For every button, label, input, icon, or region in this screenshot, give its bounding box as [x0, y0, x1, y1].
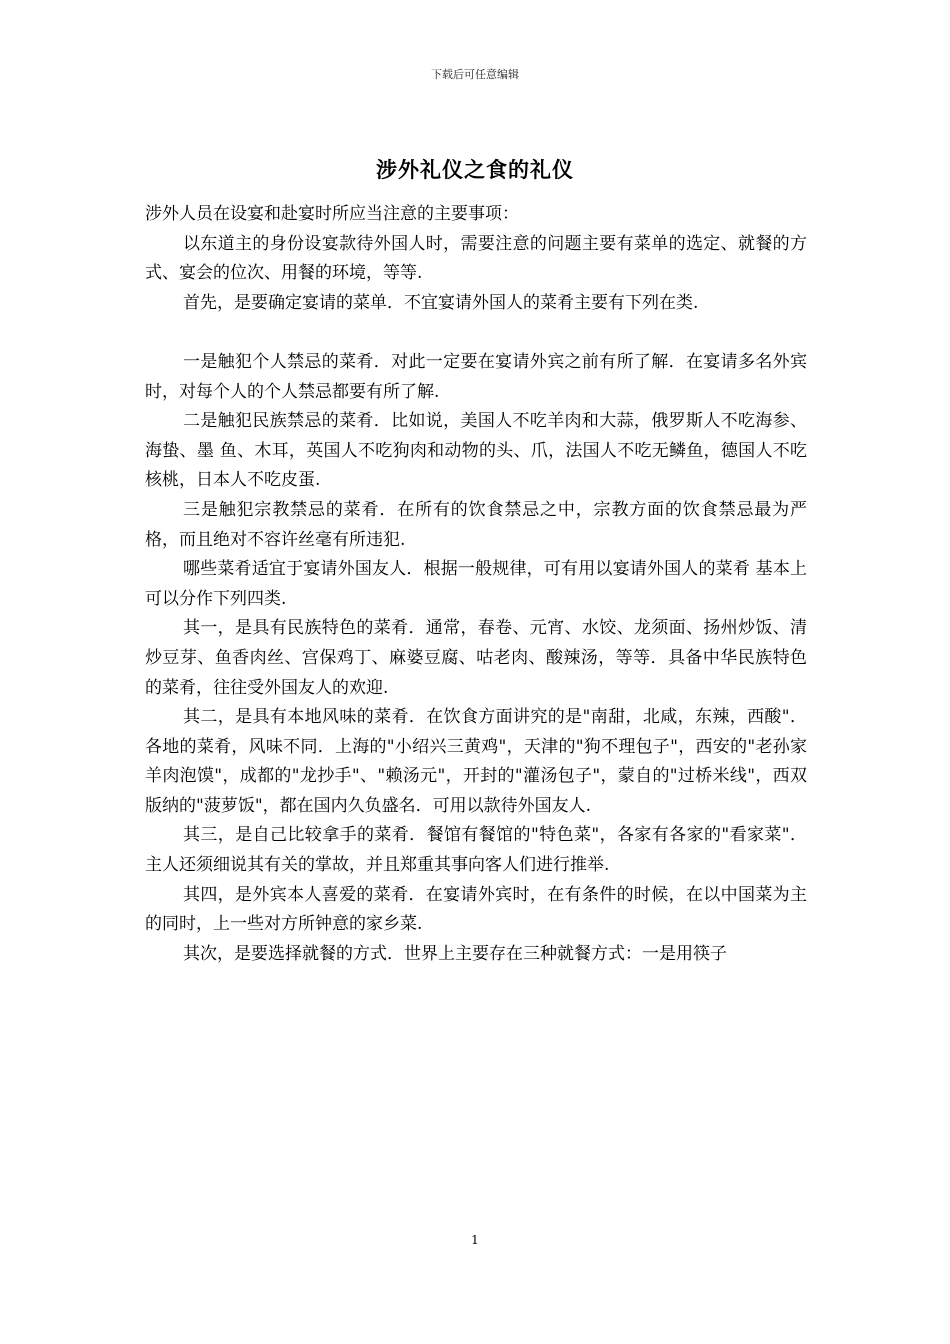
paragraph: 三是触犯宗教禁忌的菜肴．在所有的饮食禁忌之中，宗教方面的饮食禁忌最为严格，而且绝对不容许丝毫有所违犯. [145, 499, 807, 550]
page-number: 1 [471, 1233, 479, 1247]
paragraph: 其二，是具有本地风味的菜肴．在饮食方面讲究的是"南甜，北咸，东辣，西酸"．各地的菜肴，风味不同．上海的"小绍兴三黄鸡"，天津的"狗不理包子"，西安的"老孙家羊肉泡馍"，成都的"龙抄手"、"赖汤元"，开封的"灌汤包子"，蒙自的"过桥米线"，西双版纳的"菠萝饭"，都在国内久负盛名．可用以款待外国友人. [145, 707, 807, 816]
blank-line [145, 318, 807, 348]
page-header-note: 下载后可任意编辑 [431, 68, 519, 81]
paragraph: 以东道主的身份设宴款待外国人时，需要注意的问题主要有菜单的选定、就餐的方式、宴会的位次、用餐的环境，等等. [145, 233, 807, 284]
paragraph: 哪些菜肴适宜于宴请外国友人．根据一般规律，可有用以宴请外国人的菜肴 基本上可以分作下列四类. [145, 559, 807, 609]
paragraph: 其四，是外宾本人喜爱的菜肴．在宴请外宾时，在有条件的时候，在以中国菜为主的同时，上一些对方所钟意的家乡菜. [145, 884, 807, 935]
paragraph: 首先，是要确定宴请的菜单．不宜宴请外国人的菜肴主要有下列在类. [183, 292, 699, 313]
document-body [145, 200, 807, 969]
paragraph: 其次，是要选择就餐的方式．世界上主要存在三种就餐方式：一是用筷子 [183, 943, 727, 964]
paragraph-intro: 涉外人员在设宴和赴宴时所应当注意的主要事项： [145, 204, 519, 224]
paragraph: 其三，是自己比较拿手的菜肴．餐馆有餐馆的"特色菜"，各家有各家的"看家菜"．主人还须细说其有关的掌故，并且郑重其事向客人们进行推举. [145, 825, 807, 876]
document-title: 涉外礼仪之食的礼仪 [376, 157, 574, 182]
paragraph: 其一，是具有民族特色的菜肴．通常，春卷、元宵、水饺、龙须面、扬州炒饭、清炒豆芽、鱼香肉丝、宫保鸡丁、麻婆豆腐、咕老肉、酸辣汤，等等．具备中华民族特色的菜肴，往往受外国友人的欢迎. [145, 618, 807, 698]
paragraph: 二是触犯民族禁忌的菜肴．比如说，美国人不吃羊肉和大蒜，俄罗斯人不吃海参、海蛰、墨 鱼、木耳，英国人不吃狗肉和动物的头、爪，法国人不吃无鳞鱼，德国人不吃核桃，日本人不吃皮蛋. [145, 411, 807, 491]
paragraph: 一是触犯个人禁忌的菜肴．对此一定要在宴请外宾之前有所了解．在宴请多名外宾时，对每个人的个人禁忌都要有所了解. [145, 351, 807, 402]
